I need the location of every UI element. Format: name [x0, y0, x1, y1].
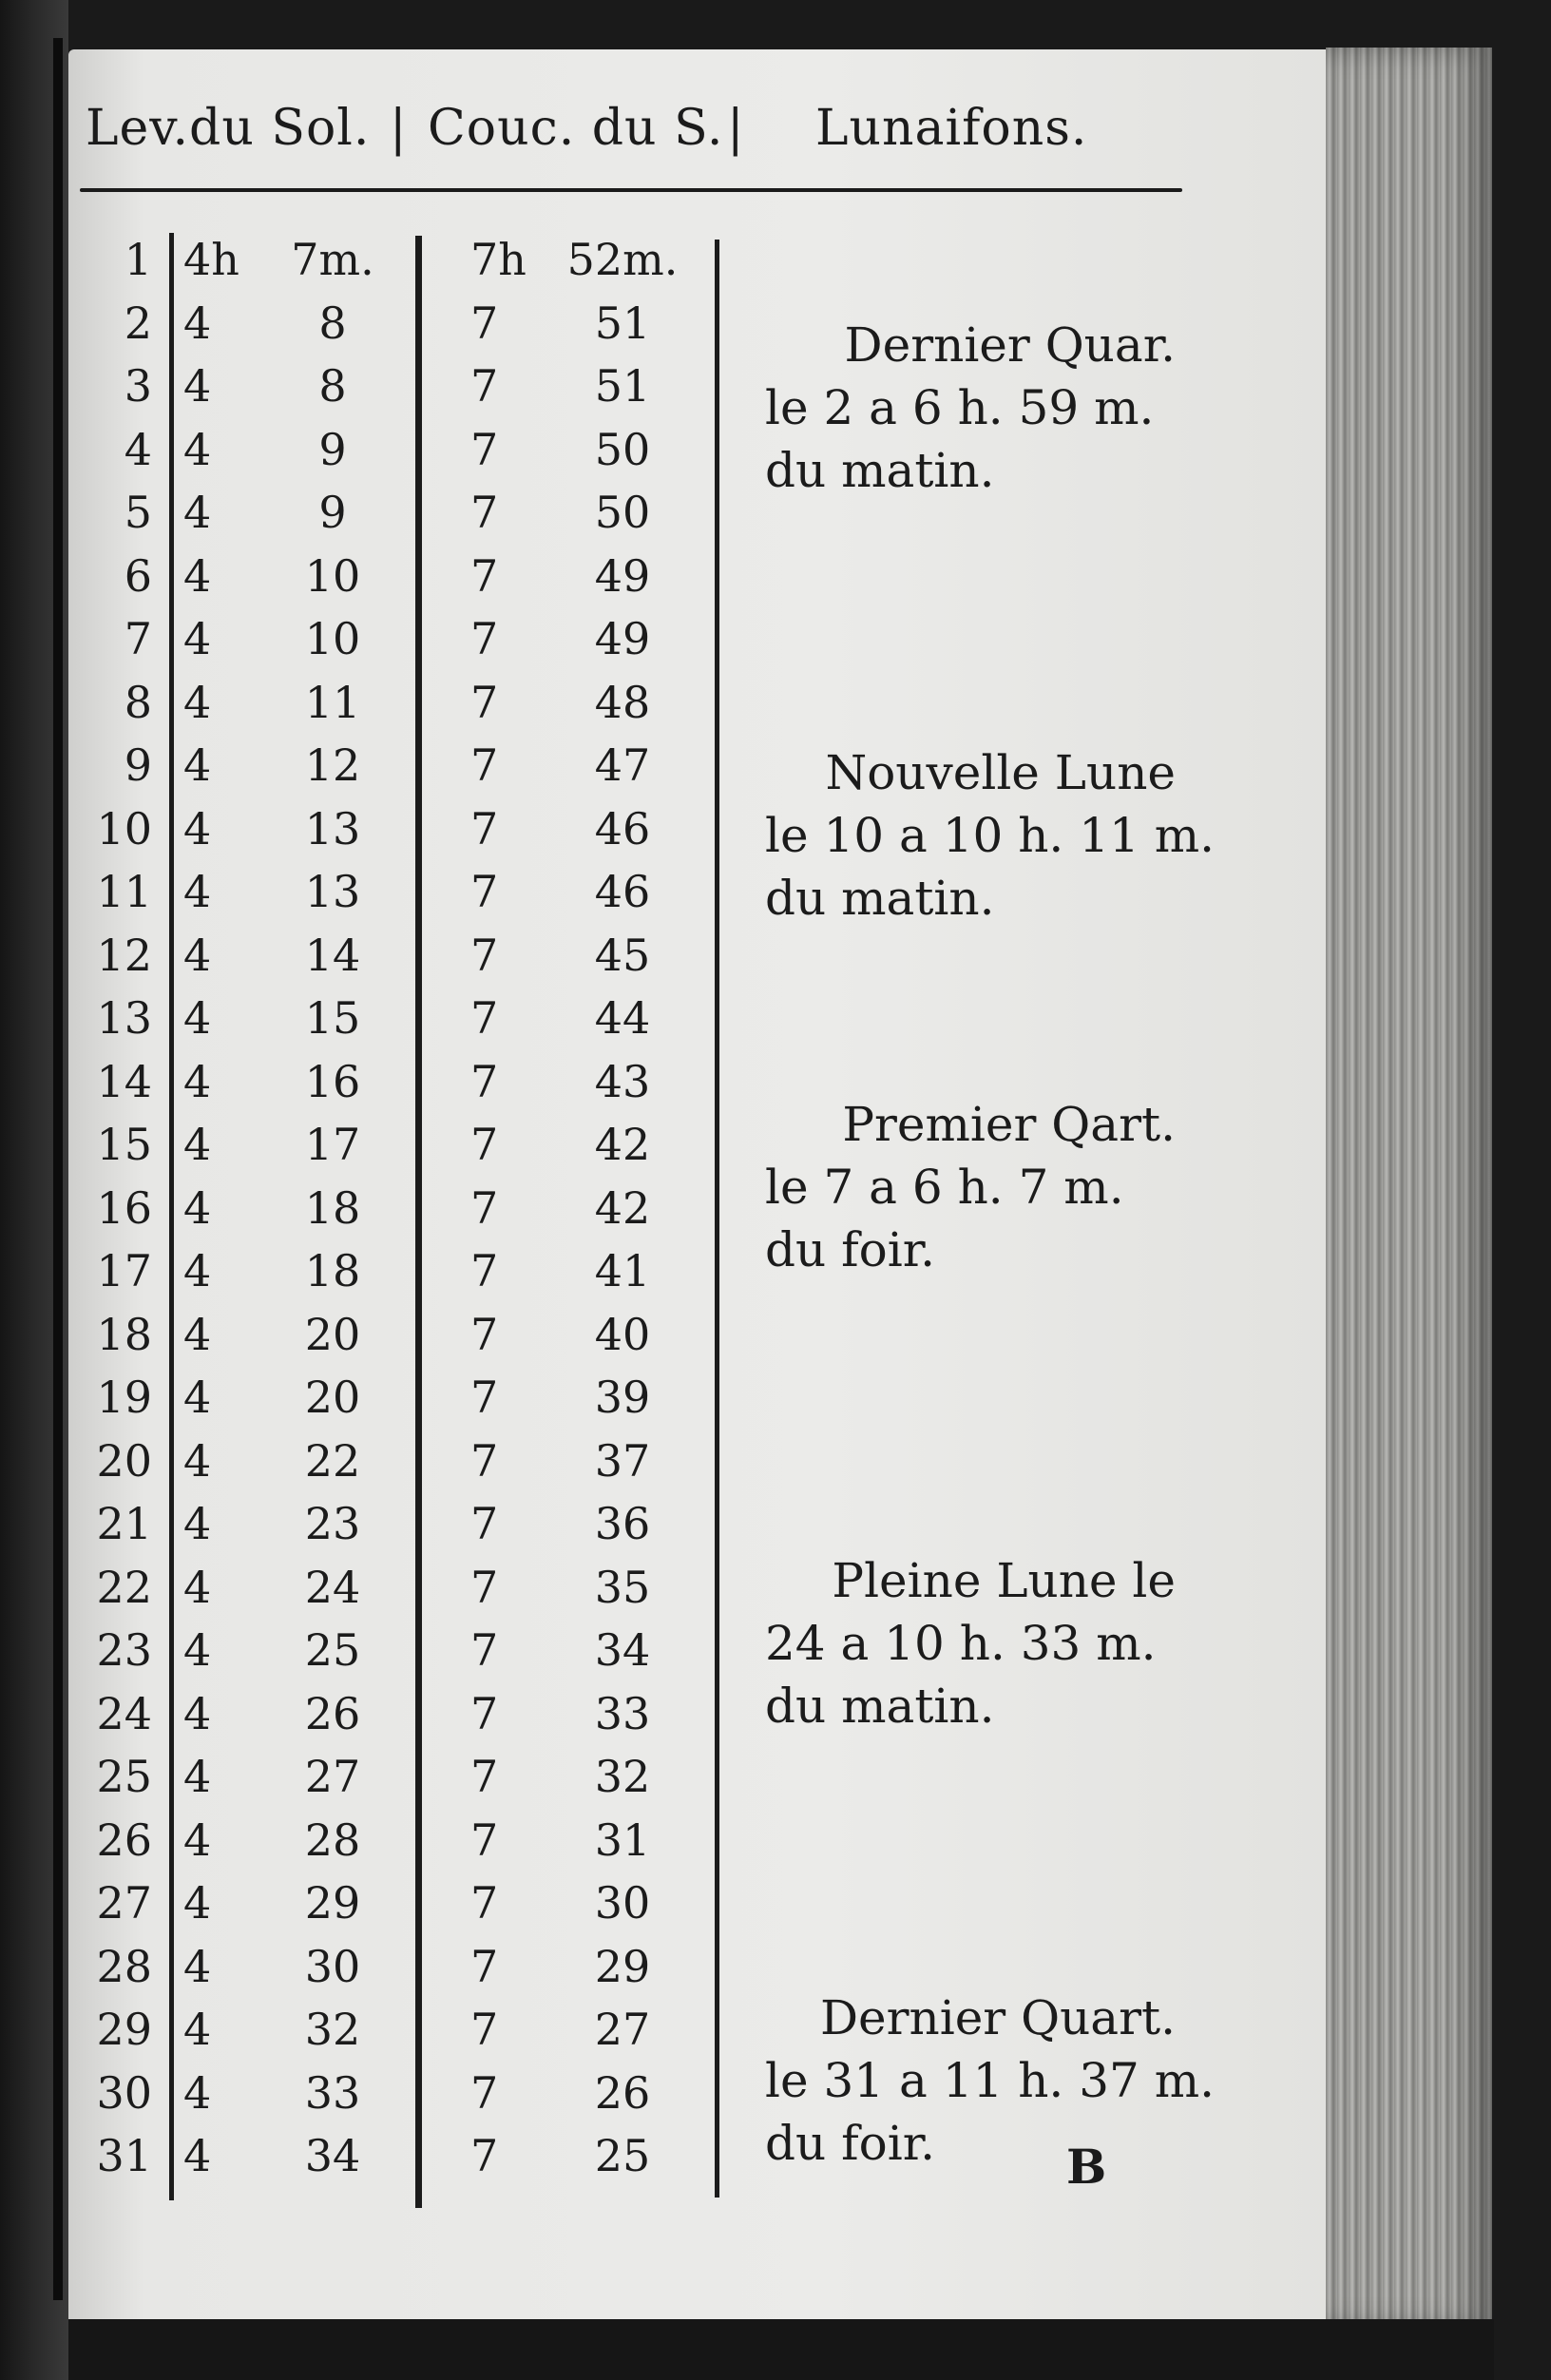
sunrise-hour-cell: 4 [183, 992, 212, 1044]
sunset-hour-cell: 7 [470, 2066, 499, 2119]
phase-title: Premier Qart. [842, 1097, 1176, 1152]
phase-time-of-day: du foir. [765, 2116, 936, 2171]
sunrise-minute-cell: 20 [304, 1308, 361, 1360]
table-row [0, 1619, 760, 1681]
day-cell: 15 [96, 1119, 152, 1170]
sunrise-hour-cell: 4 [183, 2004, 212, 2055]
sunset-hour-cell: 7 [470, 549, 499, 602]
sunrise-minute-cell: 24 [304, 1561, 361, 1613]
table-row [0, 545, 760, 607]
sunrise-hour-cell: 4 [183, 866, 212, 917]
sunset-minute-cell: 52m. [566, 234, 679, 285]
sunrise-minute-cell: 13 [304, 802, 361, 854]
sunrise-minute-cell: 30 [304, 1940, 361, 1992]
sunset-minute-cell: 50 [594, 423, 651, 475]
day-cell: 20 [96, 1434, 152, 1487]
table-row [0, 1366, 760, 1429]
sunrise-minute-cell: 23 [304, 1498, 361, 1549]
phase-time-of-day: du foir. [765, 1222, 936, 1277]
lunar-phase-entry [765, 741, 1216, 930]
bottom-shadow [68, 2319, 1494, 2380]
table-row [0, 481, 760, 544]
sunrise-hour-cell: 4 [183, 1372, 212, 1423]
day-cell: 16 [96, 1181, 152, 1234]
sunrise-hour-cell: 4 [183, 613, 212, 664]
day-cell: 5 [124, 487, 152, 538]
day-cell: 2 [124, 297, 152, 349]
table-row [0, 1303, 760, 1366]
sunrise-hour-cell: 4 [183, 2130, 212, 2181]
table-row [0, 1050, 760, 1113]
sunset-hour-cell: 7 [470, 929, 499, 981]
sunset-minute-cell: 47 [594, 739, 651, 791]
sunset-minute-cell: 51 [594, 297, 651, 349]
day-cell: 12 [96, 929, 152, 981]
sunrise-minute-cell: 34 [304, 2130, 361, 2181]
sunset-hour-cell: 7h [470, 234, 527, 285]
sunset-hour-cell: 7 [470, 676, 499, 728]
sunset-hour-cell: 7 [470, 1751, 499, 1802]
table-row [0, 860, 760, 923]
sunset-hour-cell: 7 [470, 1561, 499, 1613]
sunrise-minute-cell: 20 [304, 1372, 361, 1423]
sunset-minute-cell: 49 [594, 613, 651, 664]
day-cell: 4 [124, 423, 152, 475]
sunrise-hour-cell: 4 [183, 297, 212, 349]
sunrise-minute-cell: 10 [304, 613, 361, 664]
page-signature: B [1066, 2139, 1107, 2195]
sunset-hour-cell: 7 [470, 1055, 499, 1107]
table-row [0, 355, 760, 417]
phase-title: Dernier Quart. [819, 1990, 1176, 2045]
day-cell: 30 [96, 2066, 152, 2119]
sunrise-hour-cell: 4 [183, 1687, 212, 1739]
sunrise-hour-cell: 4 [183, 802, 212, 854]
sunrise-hour-cell: 4 [183, 1561, 212, 1613]
day-cell: 29 [96, 2004, 152, 2055]
sunrise-hour-cell: 4 [183, 1814, 212, 1866]
day-cell: 22 [96, 1561, 152, 1613]
sunset-minute-cell: 42 [594, 1119, 651, 1170]
sunset-minute-cell: 29 [594, 1940, 651, 1992]
sunrise-hour-cell: 4 [183, 1055, 212, 1107]
sunset-minute-cell: 37 [594, 1434, 651, 1487]
day-cell: 11 [96, 866, 152, 917]
sunset-minute-cell: 42 [594, 1181, 651, 1234]
day-cell: 31 [96, 2130, 152, 2181]
sunrise-minute-cell: 8 [318, 360, 347, 412]
sunset-hour-cell: 7 [470, 1245, 499, 1296]
sunset-hour-cell: 7 [470, 297, 499, 349]
day-cell: 3 [124, 360, 152, 412]
phase-time-of-day: du matin. [765, 443, 995, 498]
sunrise-hour-cell: 4 [183, 1940, 212, 1992]
sunrise-hour-cell: 4 [183, 1877, 212, 1929]
sunset-hour-cell: 7 [470, 1181, 499, 1234]
sunset-hour-cell: 7 [470, 613, 499, 664]
day-cell: 6 [124, 549, 152, 602]
sunset-minute-cell: 51 [594, 360, 651, 412]
sunrise-minute-cell: 25 [304, 1624, 361, 1676]
sunset-minute-cell: 27 [594, 2004, 651, 2055]
sunset-hour-cell: 7 [470, 1940, 499, 1992]
table-row [0, 1935, 760, 1998]
sunset-minute-cell: 48 [594, 676, 651, 728]
sunrise-hour-cell: 4 [183, 1624, 212, 1676]
day-cell: 13 [96, 992, 152, 1044]
day-cell: 8 [124, 676, 152, 728]
phase-date: le 31 a 11 h. 37 m. [765, 2053, 1216, 2108]
phase-title: Pleine Lune le [832, 1553, 1176, 1608]
day-cell: 23 [96, 1624, 152, 1676]
table-row [0, 228, 760, 291]
sunset-hour-cell: 7 [470, 739, 499, 791]
sunset-hour-cell: 7 [470, 360, 499, 412]
sunrise-minute-cell: 9 [318, 487, 347, 538]
sunset-hour-cell: 7 [470, 866, 499, 917]
table-row [0, 1492, 760, 1555]
sunrise-minute-cell: 29 [304, 1877, 361, 1929]
lunar-phases-heading: Lunaifons. [815, 100, 1088, 157]
sunset-minute-cell: 39 [594, 1372, 651, 1423]
sunset-minute-cell: 32 [594, 1751, 651, 1802]
table-row [0, 734, 760, 797]
sunset-heading: Couc. du S. [428, 100, 724, 157]
sunrise-minute-cell: 7m. [291, 234, 374, 285]
sunset-minute-cell: 26 [594, 2066, 651, 2119]
lunar-phase-entry [765, 314, 1183, 502]
sunset-hour-cell: 7 [470, 1814, 499, 1866]
sunset-hour-cell: 7 [470, 1372, 499, 1423]
table-row [0, 671, 760, 734]
sunrise-minute-cell: 26 [304, 1687, 361, 1739]
sunrise-hour-cell: 4h [183, 234, 239, 285]
sunset-minute-cell: 46 [594, 802, 651, 854]
sunset-minute-cell: 45 [594, 929, 651, 981]
table-row [0, 2062, 760, 2124]
sunrise-hour-cell: 4 [183, 1498, 212, 1549]
sunset-minute-cell: 43 [594, 1055, 651, 1107]
sunset-hour-cell: 7 [470, 1687, 499, 1739]
table-row [0, 292, 760, 355]
sunset-hour-cell: 7 [470, 802, 499, 854]
table-row [0, 1430, 760, 1492]
table-row [0, 1998, 760, 2061]
sunrise-minute-cell: 33 [304, 2066, 361, 2119]
sunset-hour-cell: 7 [470, 1498, 499, 1549]
day-cell: 27 [96, 1877, 152, 1929]
sunrise-minute-cell: 15 [304, 992, 361, 1044]
phase-title: Nouvelle Lune [825, 745, 1176, 800]
day-cell: 17 [96, 1245, 152, 1296]
header-rule [80, 188, 1182, 192]
day-cell: 9 [124, 739, 152, 791]
sunset-minute-cell: 36 [594, 1498, 651, 1549]
phase-date: 24 a 10 h. 33 m. [765, 1616, 1157, 1671]
sunrise-hour-cell: 4 [183, 1181, 212, 1234]
phase-date: le 7 a 6 h. 7 m. [765, 1160, 1124, 1215]
sunrise-hour-cell: 4 [183, 1434, 212, 1487]
table-row [0, 1556, 760, 1619]
sunset-minute-cell: 50 [594, 487, 651, 538]
sunset-minute-cell: 34 [594, 1624, 651, 1676]
day-cell: 21 [96, 1498, 152, 1549]
table-row [0, 418, 760, 481]
sunrise-hour-cell: 4 [183, 1308, 212, 1360]
table-row [0, 2124, 760, 2187]
table-row [0, 1682, 760, 1745]
sunrise-hour-cell: 4 [183, 487, 212, 538]
phase-date: le 10 a 10 h. 11 m. [765, 808, 1216, 863]
sunrise-minute-cell: 18 [304, 1181, 361, 1234]
phase-date: le 2 a 6 h. 59 m. [765, 380, 1155, 435]
day-cell: 28 [96, 1940, 152, 1992]
sunset-hour-cell: 7 [470, 487, 499, 538]
sunset-hour-cell: 7 [470, 1877, 499, 1929]
sunrise-hour-cell: 4 [183, 549, 212, 602]
sunset-minute-cell: 30 [594, 1877, 651, 1929]
sunset-minute-cell: 35 [594, 1561, 651, 1613]
sunrise-hour-cell: 4 [183, 676, 212, 728]
table-row [0, 924, 760, 987]
phase-time-of-day: du matin. [765, 871, 995, 926]
lunar-phase-entry [765, 1093, 1183, 1281]
sunrise-minute-cell: 13 [304, 866, 361, 917]
sunrise-minute-cell: 10 [304, 549, 361, 602]
sunrise-hour-cell: 4 [183, 929, 212, 981]
day-cell: 24 [96, 1687, 152, 1739]
sunset-hour-cell: 7 [470, 1119, 499, 1170]
page-edges [1326, 48, 1492, 2329]
sunset-minute-cell: 40 [594, 1308, 651, 1360]
sunrise-hour-cell: 4 [183, 360, 212, 412]
day-cell: 18 [96, 1308, 152, 1360]
table-row [0, 1177, 760, 1239]
sunset-minute-cell: 41 [594, 1245, 651, 1296]
header-separator: | [727, 100, 745, 157]
sunrise-minute-cell: 17 [304, 1119, 361, 1170]
sunset-minute-cell: 49 [594, 549, 651, 602]
lunar-phase-entry [765, 1987, 1216, 2175]
sunrise-hour-cell: 4 [183, 1119, 212, 1170]
sunrise-minute-cell: 9 [318, 423, 347, 475]
day-cell: 1 [124, 234, 152, 285]
day-cell: 10 [96, 802, 152, 854]
day-cell: 7 [124, 613, 152, 664]
sunrise-minute-cell: 8 [318, 297, 347, 349]
sunrise-hour-cell: 4 [183, 1245, 212, 1296]
sunrise-minute-cell: 28 [304, 1814, 361, 1866]
day-cell: 26 [96, 1814, 152, 1866]
sunset-hour-cell: 7 [470, 2004, 499, 2055]
table-row [0, 607, 760, 670]
table-row [0, 1239, 760, 1302]
table-row [0, 1113, 760, 1176]
table-row [0, 1871, 760, 1934]
sunset-hour-cell: 7 [470, 1434, 499, 1487]
sunrise-minute-cell: 16 [304, 1055, 361, 1107]
sunrise-hour-cell: 4 [183, 2066, 212, 2119]
sunset-hour-cell: 7 [470, 2130, 499, 2181]
day-cell: 14 [96, 1055, 152, 1107]
sunrise-minute-cell: 22 [304, 1434, 361, 1487]
phase-time-of-day: du matin. [765, 1679, 995, 1734]
sunset-minute-cell: 44 [594, 992, 651, 1044]
table-row [0, 797, 760, 860]
lunar-phase-entry [765, 1549, 1183, 1737]
sunrise-heading: Lev.du Sol. [86, 100, 371, 157]
table-row [0, 1809, 760, 1871]
sunset-hour-cell: 7 [470, 423, 499, 475]
sunrise-minute-cell: 11 [304, 676, 361, 728]
sunrise-hour-cell: 4 [183, 423, 212, 475]
sunset-minute-cell: 46 [594, 866, 651, 917]
sunrise-minute-cell: 12 [304, 739, 361, 791]
table-row [0, 987, 760, 1049]
sunset-hour-cell: 7 [470, 992, 499, 1044]
sunrise-minute-cell: 32 [304, 2004, 361, 2055]
sunset-hour-cell: 7 [470, 1624, 499, 1676]
sunrise-hour-cell: 4 [183, 739, 212, 791]
sunrise-minute-cell: 27 [304, 1751, 361, 1802]
sunset-minute-cell: 25 [594, 2130, 651, 2181]
day-cell: 25 [96, 1751, 152, 1802]
sunset-minute-cell: 31 [594, 1814, 651, 1866]
sunset-minute-cell: 33 [594, 1687, 651, 1739]
sunrise-minute-cell: 14 [304, 929, 361, 981]
sunrise-hour-cell: 4 [183, 1751, 212, 1802]
phase-title: Dernier Quar. [844, 317, 1176, 373]
header-separator: | [390, 100, 408, 157]
table-row [0, 1745, 760, 1808]
sunset-hour-cell: 7 [470, 1308, 499, 1360]
sunrise-minute-cell: 18 [304, 1245, 361, 1296]
day-cell: 19 [96, 1372, 152, 1423]
